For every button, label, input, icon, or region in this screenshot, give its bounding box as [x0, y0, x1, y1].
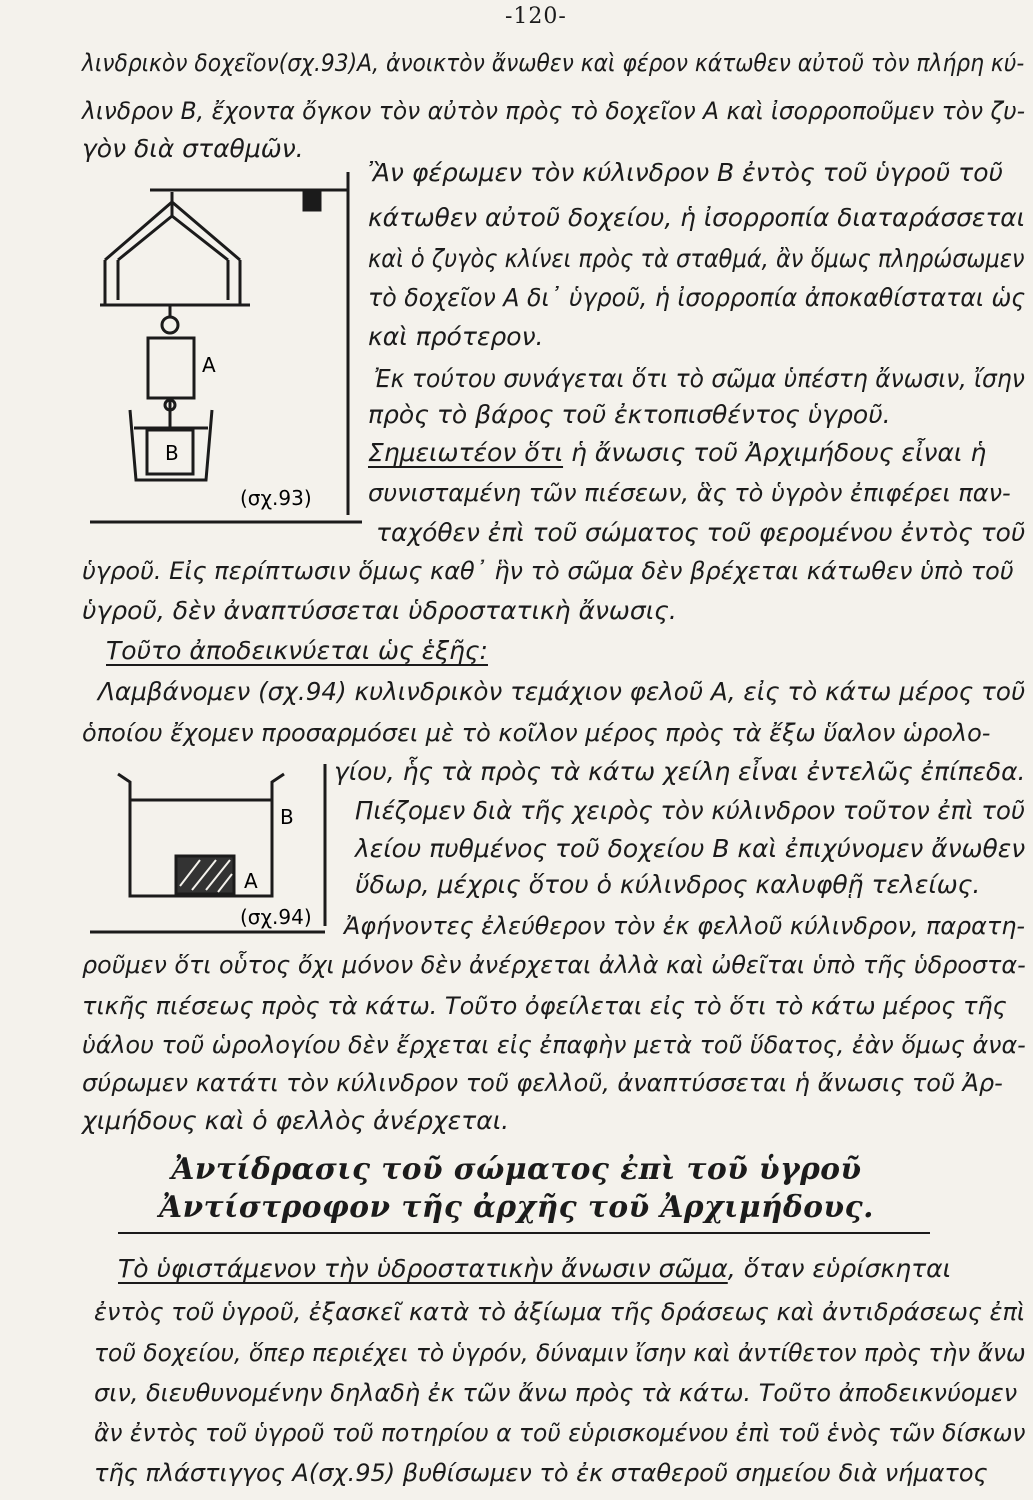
text-line: Ἀφήνοντες ἐλεύθερον τὸν ἐκ φελλοῦ κύλινδρον, παρατη- [344, 912, 1025, 940]
section-heading-1: Ἀντίδρασις τοῦ σώματος ἐπὶ τοῦ ὑγροῦ [171, 1152, 862, 1187]
text-line: ὁποίου ἔχομεν προσαρμόσει μὲ τὸ κοῖλον μέρος πρὸς τὰ ἔξω ὕαλον ὡρολο- [82, 719, 991, 747]
text-line: ὑάλου τοῦ ὡρολογίου δὲν ἔρχεται εἰς ἐπαφὴν μετὰ τοῦ ὕδατος, ἐὰν ὅμως ἀνα- [82, 1031, 1026, 1059]
text-line: λείου πυθμένος τοῦ δοχείου Β καὶ ἐπιχύνομεν ἄνωθεν [355, 834, 1026, 863]
text-line: ὑγροῦ. Εἰς περίπτωσιν ὅμως καθ᾽ ἣν τὸ σῶμα δὲν βρέχεται κάτωθεν ὑπὸ τοῦ [82, 557, 1014, 585]
text-line: κάτωθεν αὐτοῦ δοχείου, ἡ ἰσορροπία διαταράσσεται [368, 203, 1026, 232]
text-line: Ἐκ τούτου συνάγεται ὅτι τὸ σῶμα ὑπέστη ἄνωσιν, ἴσην [374, 364, 1025, 393]
text-line: γίου, ἧς τὰ πρὸς τὰ κάτω χείλη εἶναι ἐντελῶς ἐπίπεδα. [334, 757, 1026, 786]
text-line: λινδρικὸν δοχεῖον(σχ.93)Α, ἀνοικτὸν ἄνωθεν καὶ φέρον κάτωθεν αὐτοῦ τὸν πλήρη κύ- [82, 49, 1025, 77]
text-line: ἐντὸς τοῦ ὑγροῦ, ἐξασκεῖ κατὰ τὸ ἀξίωμα τῆς δράσεως καὶ ἀντιδράσεως ἐπὶ [94, 1298, 1026, 1326]
fig94-label-b: B [280, 805, 294, 829]
underlined-phrase: Σημειωτέον ὅτι [368, 438, 564, 467]
text-line: λινδρον Β, ἔχοντα ὄγκον τὸν αὐτὸν πρὸς τὸ δοχεῖον Α καὶ ἰσορροποῦμεν τὸν ζυ- [82, 97, 1026, 125]
underlined-phrase: Τὸ ὑφιστάμενον τὴν ὑδροστατικὴν ἄνωσιν σῶμα [118, 1254, 728, 1283]
text-line: τῆς πλάστιγγος Α(σχ.95) βυθίσωμεν τὸ ἐκ σταθεροῦ σημείου διὰ νήματος [94, 1459, 988, 1487]
text-line: Πιέζομεν διὰ τῆς χειρὸς τὸν κύλινδρον τοῦτον ἐπὶ τοῦ [355, 796, 1025, 825]
text-line: σύρωμεν κατάτι τὸν κύλινδρον τοῦ φελλοῦ, ἀναπτύσσεται ἡ ἄνωσις τοῦ Ἀρ- [82, 1069, 1003, 1097]
text-line: Τὸ ὑφιστάμενον τὴν ὑδροστατικὴν ἄνωσιν σῶμα, ὅταν εὑρίσκηται [118, 1254, 952, 1283]
text-line: ταχόθεν ἐπὶ τοῦ σώματος τοῦ φερομένου ἐντὸς τοῦ [376, 518, 1026, 547]
text-line: πρὸς τὸ βάρος τοῦ ἐκτοπισθέντος ὑγροῦ. [368, 400, 891, 429]
section-heading-2: Ἀντίστροφον τῆς ἀρχῆς τοῦ Ἀρχιμήδους. [159, 1190, 874, 1225]
text-line: καὶ πρότερον. [368, 322, 544, 351]
text-line: συνισταμένη τῶν πιέσεων, ἃς τὸ ὑγρὸν ἐπιφέρει παν- [368, 479, 1011, 507]
text-line: Τοῦτο ἀποδεικνύεται ὡς ἑξῆς: [106, 636, 488, 665]
text-line: Σημειωτέον ὅτι ἡ ἄνωσις τοῦ Ἀρχιμήδους εἶναι ἡ [368, 438, 987, 467]
text-line: Ἂν φέρωμεν τὸν κύλινδρον Β ἐντὸς τοῦ ὑγροῦ τοῦ [368, 158, 1003, 187]
fig93-label-b: B [165, 441, 179, 465]
heading-rule [118, 1232, 930, 1234]
text-line: τοῦ δοχείου, ὅπερ περιέχει τὸ ὑγρόν, δύναμιν ἴσην καὶ ἀντίθετον πρὸς τὴν ἄνω [94, 1339, 1026, 1367]
text-line: τὸ δοχεῖον Α δι᾽ ὑγροῦ, ἡ ἰσορροπία ἀποκαθίσταται ὡς [368, 283, 1026, 312]
text-line: καὶ ὁ ζυγὸς κλίνει πρὸς τὰ σταθμά, ἂν ὅμως πληρώσωμεν [368, 244, 1025, 273]
text-line: χιμήδους καὶ ὁ φελλὸς ἀνέρχεται. [82, 1106, 510, 1135]
text-line: σιν, διευθυνομένην δηλαδὴ ἐκ τῶν ἄνω πρὸς τὰ κάτω. Τοῦτο ἀποδεικνύομεν [94, 1379, 1018, 1407]
fig94-caption: (σχ.94) [240, 905, 312, 929]
fig93-label-a: A [202, 353, 216, 377]
fig93-caption: (σχ.93) [240, 486, 312, 510]
figure-93 [90, 160, 380, 540]
text-line: ὕδωρ, μέχρις ὅτου ὁ κύλινδρος καλυφθῇ τελείως. [355, 870, 981, 899]
figure-94 [90, 756, 350, 936]
text-line: ὑγροῦ, δὲν ἀναπτύσσεται ὑδροστατικὴ ἄνωσις. [82, 596, 677, 625]
text-line: τικῆς πιέσεως πρὸς τὰ κάτω. Τοῦτο ὀφείλεται εἰς τὸ ὅτι τὸ κάτω μέρος τῆς [82, 992, 1007, 1020]
text-line: Λαμβάνομεν (σχ.94) κυλινδρικὸν τεμάχιον φελοῦ Α, εἰς τὸ κάτω μέρος τοῦ [98, 677, 1026, 706]
text-line: γὸν διὰ σταθμῶν. [82, 134, 304, 163]
text-line: ἂν ἐντὸς τοῦ ὑγροῦ τοῦ ποτηρίου α τοῦ εὑρισκομένου ἐπὶ τοῦ ἑνὸς τῶν δίσκων [94, 1419, 1026, 1447]
cork-cylinder [176, 856, 234, 894]
page-number: -120- [505, 4, 567, 29]
fig94-label-a: A [244, 869, 258, 893]
text-line: ροῦμεν ὅτι οὗτος ὄχι μόνον δὲν ἀνέρχεται ἀλλὰ καὶ ὠθεῖται ὑπὸ τῆς ὑδροστα- [82, 951, 1026, 979]
